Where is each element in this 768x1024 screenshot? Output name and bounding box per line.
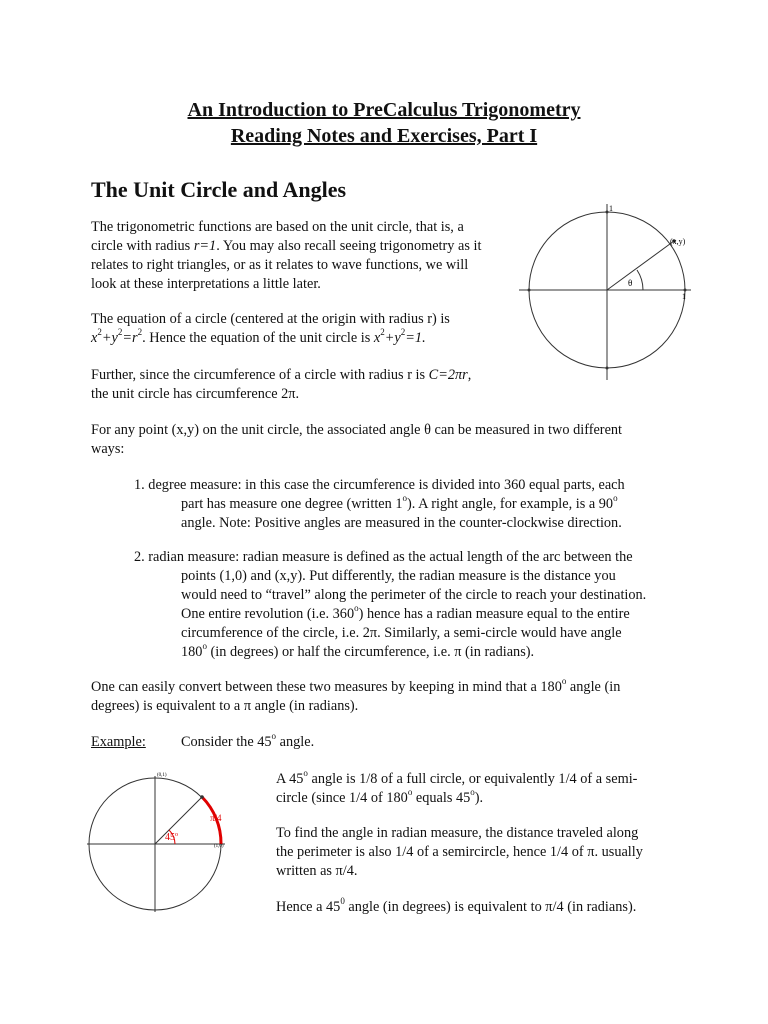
conversion-paragraph: One can easily convert between these two measures by keeping in mind that a 180$^o$ angle (in degrees) is equivalent to a π angle (in radians). bbox=[91, 676, 621, 714]
fig1-right-label: 1 bbox=[682, 292, 686, 301]
angle-intro: For any point (x,y) on the unit circle, the associated angle θ can be measured in two different ways: bbox=[91, 422, 623, 457]
degree-measure-item: 1. degree measure: in this case the circumference is divided into 360 equal parts, each part has measure one degree (written 1$^o$). A right angle, for example, is a 90$^o$ angle. Note: Positive angles are measured in the counter-clockwise direction. bbox=[134, 477, 625, 531]
example-label: Example: bbox=[91, 734, 146, 750]
example-45-degree-figure bbox=[85, 770, 245, 930]
document-title-line1: An Introduction to PreCalculus Trigonometry bbox=[187, 99, 581, 121]
fig1-point-label: (x,y) bbox=[670, 237, 686, 246]
fig1-top-label: 1 bbox=[609, 204, 613, 213]
example-point-45 bbox=[200, 795, 204, 799]
example-explanation-3: Hence a $45^0$ angle (in degrees) is equivalent to π/4 (in radians). bbox=[276, 896, 637, 915]
fig2-right-label: (1,0) bbox=[214, 844, 224, 849]
fig2-arc-label: π/4 bbox=[210, 813, 222, 823]
example-line: Example: Consider the 45$^o$ angle. bbox=[91, 731, 315, 750]
fig2-top-label: (0,1) bbox=[157, 773, 167, 778]
intro-paragraph-2: The equation of a circle (centered at the origin with radius r) is $x^2+y^2=r^2$. Hence the equation of the unit circle is $x^2+y^2=1$. bbox=[91, 311, 450, 346]
section-heading: The Unit Circle and Angles bbox=[91, 177, 347, 202]
theta-arc bbox=[637, 270, 643, 290]
intro-paragraph-3: Further, since the circumference of a circle with radius r is C=2πr, the unit circle has circumference 2π. bbox=[91, 367, 472, 402]
example-explanation-1: A 45$^o$ angle is 1/8 of a full circle, or equivalently 1/4 of a semi- circle (since 1/4 of 180$^o$ equals 45$^o$). bbox=[276, 768, 638, 806]
radius-line bbox=[607, 241, 674, 290]
point-bottom bbox=[606, 367, 609, 370]
intro-paragraph-1: The trigonometric functions are based on the unit circle, that is, a circle with radius r=1. You may also recall seeing trigonometry as it relates to right triangles, or as it relates to wave functions, we will look at these interpretations a little later. bbox=[91, 219, 482, 292]
fig2-angle-label: 45$^o$ bbox=[165, 832, 178, 843]
example-radius-line bbox=[155, 797, 202, 844]
radian-measure-item: 2. radian measure: radian measure is defined as the actual length of the arc between the points (1,0) and (x,y). Put differently, the radian measure is the distance you would need to “travel” along the perimeter of the circle to reach your destination. One entire revolution (i.e. 360$^o$) hence has a radian measure equal to the entire circumference of the circle, i.e. 2π. Similarly, a semi-circle would have angle 180$^o$ (in degrees) or half the circumference, i.e. π (in radians). bbox=[134, 549, 647, 660]
point-left bbox=[528, 289, 531, 292]
unit-circle-figure bbox=[515, 200, 695, 390]
example-explanation-2: To find the angle in radian measure, the distance traveled along the perimeter is also 1/4 of a semircircle, hence 1/4 of π. usually written as π/4. bbox=[276, 825, 643, 879]
document-title-line2: Reading Notes and Exercises, Part I bbox=[230, 125, 538, 147]
fig1-angle-label: θ bbox=[628, 278, 633, 288]
